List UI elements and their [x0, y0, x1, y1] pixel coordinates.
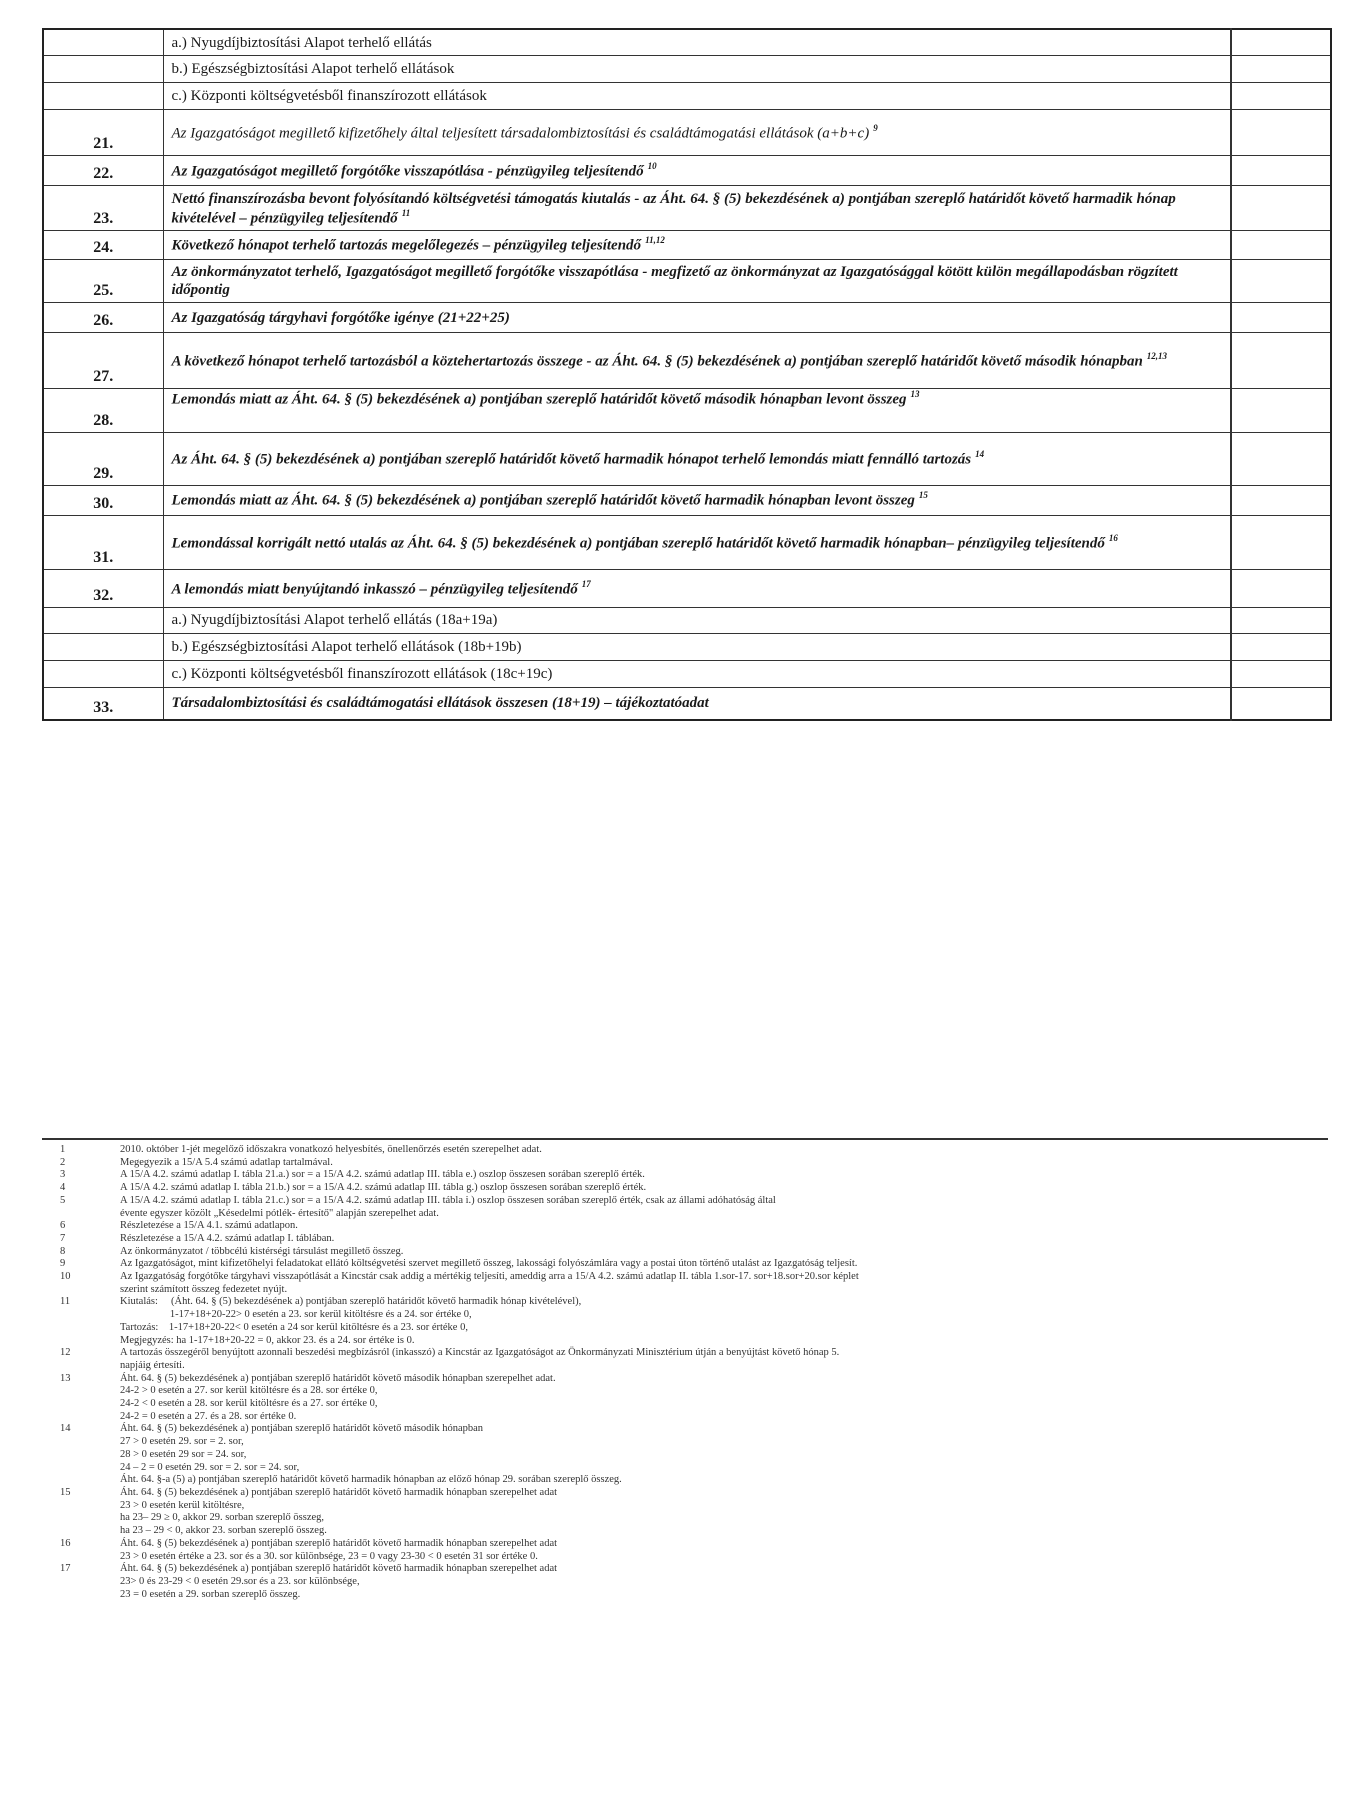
value-cell: [1231, 109, 1331, 156]
footnote-text: [120, 1220, 1300, 1233]
row-number: 25.: [43, 260, 163, 303]
footnote-line: 23 = 0 esetén a 29. sorban szereplő összeg.: [120, 1588, 301, 1600]
footnote-line: Az önkormányzatot / többcélú kistérségi társulást megillető összeg.: [120, 1245, 404, 1257]
row-description-cell: [163, 29, 1231, 56]
footnote-item: [60, 1538, 1300, 1563]
footnote-line: 23 > 0 esetén kerül kitöltésre,: [120, 1499, 245, 1511]
table-row: [43, 29, 1331, 56]
table-row: [43, 303, 1331, 333]
row-number: 26.: [43, 303, 163, 333]
row-number: [43, 634, 163, 661]
table-row: [43, 109, 1331, 156]
footnote-item: [60, 1157, 1300, 1170]
footnote-text: [120, 1182, 1300, 1195]
footnote-line: 24-2 = 0 esetén a 27. és a 28. sor értéke 0.: [120, 1410, 297, 1422]
row-description: Az Igazgatóság tárgyhavi forgótőke igénye (21+22+25): [171, 309, 510, 326]
footnote-text: [120, 1538, 1300, 1563]
row-description-cell: [163, 661, 1231, 688]
row-number: 23.: [43, 186, 163, 231]
footnote-item: [60, 1563, 1300, 1601]
footnote-line: Áht. 64. § (5) bekezdésének a) pontjában szereplő határidőt követő második hónapban: [120, 1423, 484, 1435]
table-row: [43, 156, 1331, 186]
footnote-line: Áht. 64. § (5) bekezdésének a) pontjában szereplő határidőt követő harmadik hónapban szerepelhet adat: [120, 1537, 558, 1549]
row-number: [43, 56, 163, 83]
row-description: b.) Egészségbiztosítási Alapot terhelő ellátások (18b+19b): [171, 639, 522, 656]
footnote-line: 27 > 0 esetén 29. sor = 2. sor,: [120, 1436, 244, 1448]
main-table: [42, 28, 1332, 721]
row-description-cell: [163, 260, 1231, 303]
footnote-reference: 12,13: [1146, 351, 1168, 361]
footnote-number: 8: [60, 1245, 66, 1257]
footnote-number: 1: [60, 1144, 66, 1155]
row-number: 30.: [43, 485, 163, 515]
value-cell: [1231, 230, 1331, 259]
table-row: [43, 433, 1331, 485]
footnote-item: [60, 1487, 1300, 1538]
footnote-line: Az Igazgatóságot, mint kifizetőhelyi feladatokat ellátó költségvetési szervet megillető összeg, lakossági folyószámlára vagy a postai úton történő utalást az Igazgatóság teljesít.: [120, 1258, 858, 1270]
footnote-item: [60, 1195, 1300, 1220]
value-cell: [1231, 260, 1331, 303]
table-row: [43, 260, 1331, 303]
footnote-line: Megjegyzés: ha 1-17+18+20-22 = 0, akkor 23. és a 24. sor értéke is 0.: [120, 1334, 415, 1346]
row-number: 27.: [43, 333, 163, 389]
row-number: 33.: [43, 687, 163, 720]
row-description-cell: [163, 156, 1231, 186]
value-cell: [1231, 56, 1331, 83]
footnote-line: 1-17+18+20-22> 0 esetén a 23. sor kerül kitöltésre és a 24. sor értéke 0,: [120, 1309, 472, 1321]
footnote-line: Részletezése a 15/A 4.2. számú adatlap I. táblában.: [120, 1232, 335, 1244]
table-row: [43, 607, 1331, 634]
footnote-line: 23 > 0 esetén értéke a 23. sor és a 30. sor különbsége, 23 = 0 vagy 23-30 < 0 esetén 31 sor értéke 0.: [120, 1550, 538, 1562]
footnote-reference: 14: [975, 449, 985, 460]
footnote-text: [120, 1258, 1300, 1271]
footnote-line: Megegyezik a 15/A 5.4 számú adatlap tartalmával.: [120, 1156, 333, 1168]
row-description: c.) Központi költségvetésből finanszírozott ellátások: [171, 87, 487, 104]
footnote-text: [120, 1233, 1300, 1246]
value-cell: [1231, 389, 1331, 433]
table-row: [43, 634, 1331, 661]
row-number: 31.: [43, 515, 163, 570]
row-description: c.) Központi költségvetésből finanszírozott ellátások (18c+19c): [171, 665, 553, 682]
footnotes: [60, 1144, 1300, 1601]
row-number: [43, 29, 163, 56]
value-cell: [1231, 156, 1331, 186]
table-row: [43, 570, 1331, 607]
row-description: a.) Nyugdíjbiztosítási Alapot terhelő ellátás (18a+19a): [171, 612, 498, 629]
row-description-cell: [163, 109, 1231, 156]
footnote-line: A 15/A 4.2. számú adatlap I. tábla 21.a.) sor = a 15/A 4.2. számú adatlap III. tábla e.) oszlop összesen sorában szereplő érték.: [120, 1169, 645, 1181]
footnote-line: 2010. október 1-jét megelőző időszakra vonatkozó helyesbítés, önellenőrzés esetén szerepelhet adat.: [120, 1144, 542, 1155]
row-description: Lemondás miatt az Áht. 64. § (5) bekezdésének a) pontjában szereplő határidőt követő harmadik hónapban levont összeg: [171, 492, 915, 509]
footnote-reference: 9: [873, 122, 878, 133]
row-number: [43, 82, 163, 109]
table-row: [43, 485, 1331, 515]
table-row: [43, 56, 1331, 83]
row-description: A lemondás miatt benyújtandó inkasszó – pénzügyileg teljesítendő: [171, 581, 578, 598]
footnote-text: [120, 1271, 1300, 1296]
footnote-line: ha 23 – 29 < 0, akkor 23. sorban szereplő összeg.: [120, 1525, 327, 1537]
footnote-number: 6: [60, 1220, 66, 1232]
footnote-number: 5: [60, 1194, 66, 1206]
footnote-item: [60, 1144, 1300, 1157]
footnote-text: [120, 1169, 1300, 1182]
value-cell: [1231, 570, 1331, 607]
footnote-item: [60, 1258, 1300, 1271]
footnote-number: 4: [60, 1182, 66, 1194]
footnote-text: [120, 1296, 1300, 1347]
row-description: A következő hónapot terhelő tartozásból a köztehertartozás összege - az Áht. 64. § (5) bekezdésének a) pontjában szereplő határidőt követő második hónapban: [171, 353, 1143, 370]
footnote-number: 17: [60, 1563, 71, 1575]
table-row: [43, 230, 1331, 259]
value-cell: [1231, 607, 1331, 634]
footnote-number: 14: [60, 1423, 71, 1435]
row-description-cell: [163, 687, 1231, 720]
row-description: Lemondás miatt az Áht. 64. § (5) bekezdésének a) pontjában szereplő határidőt követő második hónapban levont összeg: [171, 391, 907, 408]
footnote-reference: 16: [1108, 532, 1118, 543]
footnote-line: A tartozás összegéről benyújtott azonnali beszedési megbízásról (inkasszó) a Kincstár az Igazgatóságot az Önkormányzati Minisztérium útján a benyújtást követő hónap 5.: [120, 1347, 840, 1359]
footnote-text: [120, 1373, 1300, 1424]
footnote-number: 16: [60, 1537, 71, 1549]
row-description: Az Igazgatóságot megillető kifizetőhely által teljesített társadalombiztosítási és családtámogatási ellátások (a+b+c): [171, 125, 870, 142]
footnote-line: A 15/A 4.2. számú adatlap I. tábla 21.b.) sor = a 15/A 4.2. számú adatlap III. tábla g.) oszlop összesen sorában szereplő érték.: [120, 1182, 647, 1194]
footnote-line: Az Igazgatóság forgótőke tárgyhavi visszapótlását a Kincstár csak addig a mértékig teljesíti, ameddig arra a 15/A 4.2. számú adatlap II. tábla 1.sor-17. sor+18.sor+20.sor képlet: [120, 1271, 859, 1283]
row-description: Társadalombiztosítási és családtámogatási ellátások összesen (18+19) – tájékoztatóadat: [171, 695, 709, 712]
footnote-text: [120, 1246, 1300, 1259]
footnote-text: [120, 1144, 1300, 1157]
value-cell: [1231, 333, 1331, 389]
footnote-number: 15: [60, 1486, 71, 1498]
table-row: [43, 515, 1331, 570]
footnote-line: 24-2 > 0 esetén a 27. sor kerül kitöltésre és a 28. sor értéke 0,: [120, 1385, 378, 1397]
footnote-number: 13: [60, 1372, 71, 1384]
footnote-line: 28 > 0 esetén 29 sor = 24. sor,: [120, 1448, 247, 1460]
row-description: Következő hónapot terhelő tartozás megelőlegezés – pénzügyileg teljesítendő: [171, 237, 642, 254]
row-description: Az önkormányzatot terhelő, Igazgatóságot megillető forgótőke visszapótlása - megfizető az önkormányzat az Igazgatósággal kötött külön megállapodásban rögzített időpontig: [171, 264, 1178, 299]
footnote-number: 2: [60, 1156, 66, 1168]
row-description: a.) Nyugdíjbiztosítási Alapot terhelő ellátás: [171, 34, 432, 51]
row-description: Lemondással korrigált nettó utalás az Áht. 64. § (5) bekezdésének a) pontjában szereplő határidőt követő harmadik hónapban– pénzügyileg teljesítendő: [171, 535, 1105, 552]
table-row: [43, 82, 1331, 109]
footnote-line: Áht. 64. §-a (5) a) pontjában szereplő határidőt követő harmadik hónapban az előző hónap 29. sorában szereplő összeg.: [120, 1474, 622, 1486]
row-number: [43, 607, 163, 634]
footnote-reference: 10: [647, 161, 657, 172]
footnote-line: szerint számított összeg fedezetet nyújt.: [120, 1283, 288, 1295]
row-number: 22.: [43, 156, 163, 186]
footnote-line: 24-2 < 0 esetén a 28. sor kerül kitöltésre és a 27. sor értéke 0,: [120, 1398, 378, 1410]
row-description-cell: [163, 82, 1231, 109]
row-number: 21.: [43, 109, 163, 156]
row-description-cell: [163, 607, 1231, 634]
footnote-item: [60, 1296, 1300, 1347]
footnote-number: 3: [60, 1169, 66, 1181]
table-row: [43, 186, 1331, 231]
footnote-reference: 13: [910, 389, 920, 400]
footnote-line: Tartozás: 1-17+18+20-22< 0 esetén a 24 sor kerül kitöltésre és a 23. sor értéke 0,: [120, 1321, 468, 1333]
row-number: 29.: [43, 433, 163, 485]
footnote-item: [60, 1423, 1300, 1487]
value-cell: [1231, 661, 1331, 688]
footnote-reference: 15: [918, 490, 928, 501]
value-cell: [1231, 186, 1331, 231]
table-row: [43, 661, 1331, 688]
footnote-item: [60, 1271, 1300, 1296]
value-cell: [1231, 29, 1331, 56]
row-number: 32.: [43, 570, 163, 607]
row-description-cell: [163, 570, 1231, 607]
row-description: Az Áht. 64. § (5) bekezdésének a) pontjában szereplő határidőt követő harmadik hónapot terhelő lemondás miatt fennálló tartozás: [171, 451, 972, 468]
footnote-line: Kiutalás: (Áht. 64. § (5) bekezdésének a) pontjában szereplő határidőt követő harmadik hónap kivételével),: [120, 1296, 582, 1308]
row-description-cell: [163, 186, 1231, 231]
footnote-number: 7: [60, 1232, 66, 1244]
footnote-text: [120, 1563, 1300, 1601]
footnote-text: [120, 1157, 1300, 1170]
footnote-line: Részletezése a 15/A 4.1. számú adatlapon.: [120, 1220, 298, 1232]
value-cell: [1231, 687, 1331, 720]
footnote-reference: 11,12: [645, 235, 665, 246]
table-row: [43, 687, 1331, 720]
footnote-reference: 17: [581, 578, 591, 589]
row-description-cell: [163, 485, 1231, 515]
main-table-body: [43, 29, 1331, 720]
footnote-number: 10: [60, 1271, 71, 1283]
footnote-number: 11: [60, 1296, 71, 1308]
footnote-number: 12: [60, 1347, 71, 1359]
footnote-text: [120, 1195, 1300, 1220]
row-description-cell: [163, 333, 1231, 389]
footnote-number: 9: [60, 1258, 66, 1270]
footnote-line: 23> 0 és 23-29 < 0 esetén 29.sor és a 23. sor különbsége,: [120, 1575, 360, 1587]
footnote-line: ha 23– 29 ≥ 0, akkor 29. sorban szereplő összeg,: [120, 1512, 325, 1524]
footnote-item: [60, 1347, 1300, 1372]
table-row: [43, 389, 1331, 433]
row-description-cell: [163, 230, 1231, 259]
footnote-text: [120, 1347, 1300, 1372]
footnote-item: [60, 1182, 1300, 1195]
footnote-item: [60, 1246, 1300, 1259]
footnote-line: Áht. 64. § (5) bekezdésének a) pontjában szereplő határidőt követő harmadik hónapban szerepelhet adat: [120, 1486, 558, 1498]
row-description-cell: [163, 389, 1231, 433]
row-description: Az Igazgatóságot megillető forgótőke visszapótlása - pénzügyileg teljesítendő: [171, 163, 644, 180]
value-cell: [1231, 82, 1331, 109]
row-description-cell: [163, 56, 1231, 83]
footnote-text: [120, 1423, 1300, 1487]
row-number: [43, 661, 163, 688]
footnote-item: [60, 1373, 1300, 1424]
footnote-line: A 15/A 4.2. számú adatlap I. tábla 21.c.) sor = a 15/A 4.2. számú adatlap III. tábla i.) oszlop összesen sorában szereplő érték, csak az állami adóhatóság által: [120, 1194, 776, 1206]
footnote-reference: 11: [401, 207, 411, 218]
value-cell: [1231, 485, 1331, 515]
row-description-cell: [163, 515, 1231, 570]
footnote-text: [120, 1487, 1300, 1538]
footnote-line: évente egyszer közölt „Késedelmi pótlék- értesítő" alapján szerepelhet adat.: [120, 1207, 439, 1219]
row-number: 24.: [43, 230, 163, 259]
row-description-cell: [163, 303, 1231, 333]
row-description: b.) Egészségbiztosítási Alapot terhelő ellátások: [171, 61, 455, 78]
row-number: 28.: [43, 389, 163, 433]
row-description: Nettó finanszírozásba bevont folyósítandó költségvetési támogatás kiutalás - az Áht. 64. § (5) bekezdésének a) pontjában szereplő határidőt követő harmadik hónap kivételével – pénzügyileg teljesítendő: [171, 190, 1176, 226]
value-cell: [1231, 433, 1331, 485]
footnote-line: 24 – 2 = 0 esetén 29. sor = 2. sor = 24. sor,: [120, 1461, 300, 1473]
footnote-line: napjáig értesíti.: [120, 1359, 185, 1371]
footnote-item: [60, 1169, 1300, 1182]
footnote-item: [60, 1233, 1300, 1246]
row-description-cell: [163, 634, 1231, 661]
footnote-separator: [42, 1138, 1328, 1140]
table-row: [43, 333, 1331, 389]
value-cell: [1231, 634, 1331, 661]
value-cell: [1231, 515, 1331, 570]
footnote-line: Áht. 64. § (5) bekezdésének a) pontjában szereplő határidőt követő harmadik hónapban szerepelhet adat: [120, 1563, 558, 1575]
value-cell: [1231, 303, 1331, 333]
row-description-cell: [163, 433, 1231, 485]
footnote-line: Áht. 64. § (5) bekezdésének a) pontjában szereplő határidőt követő második hónapban szerepelhet adat.: [120, 1372, 556, 1384]
footnote-item: [60, 1220, 1300, 1233]
